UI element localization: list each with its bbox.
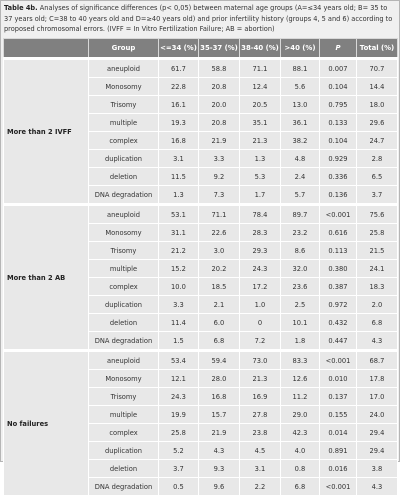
error-type-cell: aneuploid <box>89 351 159 370</box>
value-cell: 0.104 <box>320 78 357 96</box>
header-cell: >40 (%) <box>281 39 320 59</box>
value-cell: <0.001 <box>320 205 357 224</box>
header-cell: P <box>320 39 357 59</box>
value-cell: 24.7 <box>357 132 398 150</box>
header-cell <box>4 39 89 59</box>
value-cell: 16.8 <box>199 388 240 406</box>
error-type-cell: deletion <box>89 460 159 478</box>
value-cell: 21.2 <box>159 242 199 260</box>
caption-text: Analyses of significance differences (p< 0,05) between maternal age groups (A=≤34 years old; B= 35 to 37 years old; C=38 to 40 years old and D=≥40 years old) and prior infertility history (groups 4, 5 and 6) according to proposed chromosomal errors. (IVFF = In Vitro Fertilization Failure; AB = abortion) <box>4 4 393 33</box>
value-cell: 12.4 <box>240 78 281 96</box>
value-cell: 42.3 <box>281 424 320 442</box>
value-cell: 68.7 <box>357 351 398 370</box>
error-type-cell: Trisomy <box>89 96 159 114</box>
value-cell: 6.5 <box>357 168 398 186</box>
value-cell: 0.432 <box>320 314 357 332</box>
table-row <box>4 59 398 78</box>
group-block <box>4 205 398 351</box>
value-cell: 0.380 <box>320 260 357 278</box>
value-cell: 10.0 <box>159 278 199 296</box>
value-cell: 13.0 <box>281 96 320 114</box>
value-cell: 29.4 <box>357 424 398 442</box>
value-cell: 4.3 <box>199 442 240 460</box>
value-cell: 28.0 <box>199 370 240 388</box>
error-type-cell: Monosomy <box>89 224 159 242</box>
value-cell: 0.016 <box>320 460 357 478</box>
value-cell: 0.336 <box>320 168 357 186</box>
value-cell: 3.8 <box>357 460 398 478</box>
value-cell: 0.010 <box>320 370 357 388</box>
value-cell: 10.1 <box>281 314 320 332</box>
value-cell: 15.2 <box>159 260 199 278</box>
value-cell: 3.3 <box>199 150 240 168</box>
value-cell: 3.0 <box>199 242 240 260</box>
value-cell: 5.2 <box>159 442 199 460</box>
value-cell: 0.616 <box>320 224 357 242</box>
value-cell: 23.8 <box>240 424 281 442</box>
value-cell: 21.9 <box>199 424 240 442</box>
value-cell: 0.447 <box>320 332 357 351</box>
value-cell: 2.0 <box>357 296 398 314</box>
value-cell: 24.0 <box>357 406 398 424</box>
group-label: More than 2 IVFF <box>4 59 89 205</box>
value-cell: 73.0 <box>240 351 281 370</box>
value-cell: 19.3 <box>159 114 199 132</box>
value-cell: 71.1 <box>240 59 281 78</box>
value-cell: 1.0 <box>240 296 281 314</box>
error-type-cell: DNA degradation <box>89 478 159 496</box>
value-cell: 75.6 <box>357 205 398 224</box>
value-cell: 9.3 <box>199 460 240 478</box>
value-cell: 11.2 <box>281 388 320 406</box>
value-cell: 59.4 <box>199 351 240 370</box>
group-block <box>4 351 398 496</box>
error-type-cell: duplication <box>89 442 159 460</box>
value-cell: 0.133 <box>320 114 357 132</box>
value-cell: 0.113 <box>320 242 357 260</box>
value-cell: 5.6 <box>281 78 320 96</box>
value-cell: 0.5 <box>159 478 199 496</box>
value-cell: 61.7 <box>159 59 199 78</box>
value-cell: 8.6 <box>281 242 320 260</box>
value-cell: 0.136 <box>320 186 357 205</box>
value-cell: 24.1 <box>357 260 398 278</box>
error-type-cell: Trisomy <box>89 242 159 260</box>
group-label: More than 2 AB <box>4 205 89 351</box>
value-cell: 19.9 <box>159 406 199 424</box>
value-cell: 24.3 <box>240 260 281 278</box>
value-cell: <0.001 <box>320 351 357 370</box>
caption-label: Table 4b. <box>4 4 38 12</box>
header-row <box>4 39 398 59</box>
header-cell: 38-40 (%) <box>240 39 281 59</box>
value-cell: 22.6 <box>199 224 240 242</box>
value-cell: 21.3 <box>240 132 281 150</box>
error-type-cell: multiple <box>89 406 159 424</box>
value-cell: 23.6 <box>281 278 320 296</box>
value-cell: 1.3 <box>159 186 199 205</box>
value-cell: 1.8 <box>281 332 320 351</box>
header-cell: Group <box>89 39 159 59</box>
value-cell: 70.7 <box>357 59 398 78</box>
value-cell: 25.8 <box>159 424 199 442</box>
value-cell: 78.4 <box>240 205 281 224</box>
value-cell: 31.1 <box>159 224 199 242</box>
value-cell: 29.4 <box>357 442 398 460</box>
value-cell: 17.0 <box>357 388 398 406</box>
value-cell: 2.5 <box>281 296 320 314</box>
error-type-cell: multiple <box>89 260 159 278</box>
error-type-cell: DNA degradation <box>89 332 159 351</box>
value-cell: 9.2 <box>199 168 240 186</box>
value-cell: 0.014 <box>320 424 357 442</box>
value-cell: 2.2 <box>240 478 281 496</box>
error-type-cell: multiple <box>89 114 159 132</box>
value-cell: 14.4 <box>357 78 398 96</box>
value-cell: 11.5 <box>159 168 199 186</box>
error-type-cell: aneuploid <box>89 205 159 224</box>
value-cell: 36.1 <box>281 114 320 132</box>
value-cell: 11.4 <box>159 314 199 332</box>
value-cell: 0.8 <box>281 460 320 478</box>
value-cell: 6.8 <box>357 314 398 332</box>
value-cell: 88.1 <box>281 59 320 78</box>
value-cell: 0.929 <box>320 150 357 168</box>
value-cell: 18.3 <box>357 278 398 296</box>
value-cell: 24.3 <box>159 388 199 406</box>
value-cell: 4.0 <box>281 442 320 460</box>
value-cell: 16.1 <box>159 96 199 114</box>
error-type-cell: duplication <box>89 296 159 314</box>
value-cell: 20.5 <box>240 96 281 114</box>
value-cell: 4.5 <box>240 442 281 460</box>
value-cell: 2.1 <box>199 296 240 314</box>
value-cell: 2.4 <box>281 168 320 186</box>
error-type-cell: DNA degradation <box>89 186 159 205</box>
error-type-cell: Monosomy <box>89 78 159 96</box>
error-type-cell: duplication <box>89 150 159 168</box>
value-cell: 53.1 <box>159 205 199 224</box>
value-cell: 7.3 <box>199 186 240 205</box>
value-cell: 25.8 <box>357 224 398 242</box>
value-cell: 4.3 <box>357 478 398 496</box>
value-cell: 0 <box>240 314 281 332</box>
value-cell: 5.7 <box>281 186 320 205</box>
error-type-cell: Monosomy <box>89 370 159 388</box>
value-cell: 3.3 <box>159 296 199 314</box>
value-cell: 27.8 <box>240 406 281 424</box>
value-cell: 0.104 <box>320 132 357 150</box>
value-cell: 3.1 <box>240 460 281 478</box>
value-cell: 0.155 <box>320 406 357 424</box>
value-cell: 35.1 <box>240 114 281 132</box>
value-cell: 2.8 <box>357 150 398 168</box>
results-table <box>3 38 398 496</box>
value-cell: 38.2 <box>281 132 320 150</box>
header-cell: Total (%) <box>357 39 398 59</box>
value-cell: 15.7 <box>199 406 240 424</box>
value-cell: 17.2 <box>240 278 281 296</box>
value-cell: 3.1 <box>159 150 199 168</box>
error-type-cell: aneuploid <box>89 59 159 78</box>
value-cell: 21.9 <box>199 132 240 150</box>
value-cell: 7.2 <box>240 332 281 351</box>
value-cell: 32.0 <box>281 260 320 278</box>
value-cell: 0.137 <box>320 388 357 406</box>
value-cell: 89.7 <box>281 205 320 224</box>
table-caption <box>4 3 396 35</box>
value-cell: 22.8 <box>159 78 199 96</box>
value-cell: 4.3 <box>357 332 398 351</box>
value-cell: 16.8 <box>159 132 199 150</box>
value-cell: 23.2 <box>281 224 320 242</box>
value-cell: 6.0 <box>199 314 240 332</box>
value-cell: 29.0 <box>281 406 320 424</box>
value-cell: 28.3 <box>240 224 281 242</box>
value-cell: 0.891 <box>320 442 357 460</box>
value-cell: 83.3 <box>281 351 320 370</box>
value-cell: 1.5 <box>159 332 199 351</box>
value-cell: 21.3 <box>240 370 281 388</box>
error-type-cell: Trisomy <box>89 388 159 406</box>
value-cell: 29.6 <box>357 114 398 132</box>
value-cell: 9.6 <box>199 478 240 496</box>
error-type-cell: deletion <box>89 168 159 186</box>
value-cell: 16.9 <box>240 388 281 406</box>
value-cell: 0.972 <box>320 296 357 314</box>
value-cell: 21.5 <box>357 242 398 260</box>
value-cell: 18.0 <box>357 96 398 114</box>
value-cell: 17.8 <box>357 370 398 388</box>
group-block <box>4 59 398 205</box>
table-row <box>4 205 398 224</box>
value-cell: 20.0 <box>199 96 240 114</box>
value-cell: <0.001 <box>320 478 357 496</box>
value-cell: 12.1 <box>159 370 199 388</box>
value-cell: 18.5 <box>199 278 240 296</box>
group-label: No failures <box>4 351 89 496</box>
value-cell: 58.8 <box>199 59 240 78</box>
value-cell: 53.4 <box>159 351 199 370</box>
header-cell: <=34 (%) <box>159 39 199 59</box>
error-type-cell: complex <box>89 424 159 442</box>
value-cell: 0.007 <box>320 59 357 78</box>
value-cell: 12.6 <box>281 370 320 388</box>
header-cell: 35-37 (%) <box>199 39 240 59</box>
value-cell: 6.8 <box>281 478 320 496</box>
value-cell: 5.3 <box>240 168 281 186</box>
value-cell: 20.8 <box>199 78 240 96</box>
value-cell: 29.3 <box>240 242 281 260</box>
value-cell: 4.8 <box>281 150 320 168</box>
error-type-cell: deletion <box>89 314 159 332</box>
value-cell: 0.387 <box>320 278 357 296</box>
error-type-cell: complex <box>89 278 159 296</box>
value-cell: 20.2 <box>199 260 240 278</box>
value-cell: 0.795 <box>320 96 357 114</box>
value-cell: 1.7 <box>240 186 281 205</box>
value-cell: 6.8 <box>199 332 240 351</box>
value-cell: 1.3 <box>240 150 281 168</box>
value-cell: 3.7 <box>357 186 398 205</box>
value-cell: 3.7 <box>159 460 199 478</box>
table-row <box>4 351 398 370</box>
value-cell: 71.1 <box>199 205 240 224</box>
value-cell: 20.8 <box>199 114 240 132</box>
error-type-cell: complex <box>89 132 159 150</box>
